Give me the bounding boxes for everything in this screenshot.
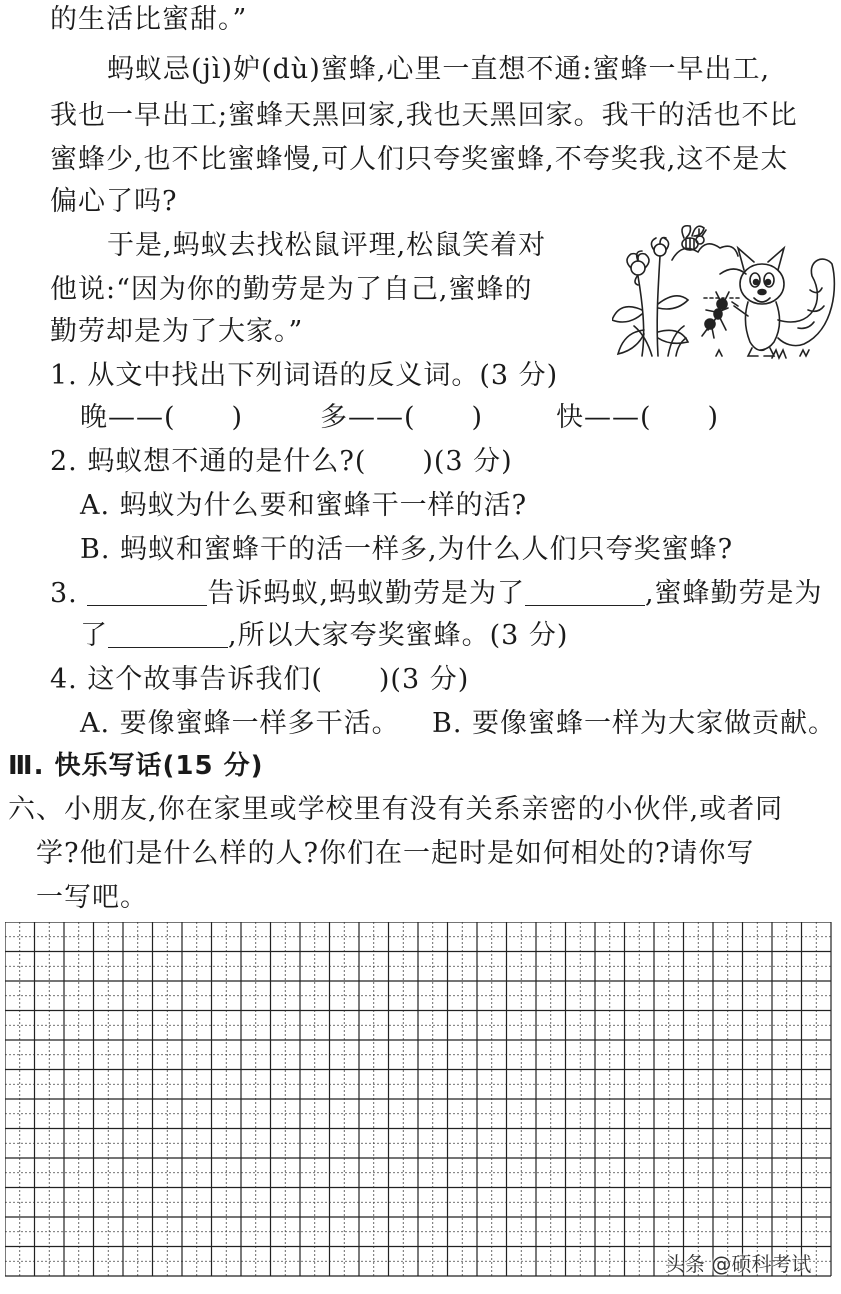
question-2-option-b: B. 蚂蚁和蜜蜂干的活一样多,为什么人们只夸奖蜜蜂? — [80, 534, 734, 565]
squirrel-ant-illustration — [612, 220, 838, 360]
story-line-4: 蜜蜂少,也不比蜜蜂慢,可人们只夸奖蜜蜂,不夸奖我,这不是太 — [50, 144, 789, 175]
question-2-prompt: 2. 蚂蚁想不通的是什么?( )(3 分) — [50, 446, 513, 477]
writing-task-line-2: 学?他们是什么样的人?你们在一起时是如何相处的?请你写 — [36, 838, 755, 869]
question-4-prompt: 4. 这个故事告诉我们( )(3 分) — [50, 664, 470, 695]
story-line-5: 偏心了吗? — [50, 186, 178, 217]
question-3-line-1 — [50, 574, 823, 614]
writing-grid[interactable] — [5, 922, 835, 1282]
question-3-line-2 — [80, 616, 568, 656]
question-1-item-more: 多——( ) — [320, 402, 484, 433]
question-4-option-a: A. 要像蜜蜂一样多干活。 — [80, 708, 400, 739]
question-1-item-late: 晚——( ) — [80, 402, 244, 433]
answer-blank-3[interactable] — [108, 617, 228, 648]
question-3-text-1: 告诉蚂蚁,蚂蚁勤劳是为了 — [207, 578, 525, 609]
answer-blank-2[interactable] — [525, 575, 645, 606]
story-line-2: 蚂蚁忌(jì)妒(dù)蜜蜂,心里一直想不通:蜜蜂一早出工, — [107, 54, 771, 85]
story-line-3: 我也一早出工;蜜蜂天黑回家,我也天黑回家。我干的活也不比 — [50, 100, 798, 131]
watermark: 头条 @硕科考试 — [665, 1252, 812, 1276]
section-3-title: Ⅲ. 快乐写话(15 分) — [8, 751, 264, 781]
question-3-text-3: 了 — [80, 620, 108, 651]
question-2-option-a: A. 蚂蚁为什么要和蜜蜂干一样的活? — [80, 490, 528, 521]
question-4-option-b: B. 要像蜜蜂一样为大家做贡献。 — [432, 708, 837, 739]
story-line-7: 他说:“因为你的勤劳是为了自己,蜜蜂的 — [50, 274, 533, 305]
question-3-text-4: ,所以大家夸奖蜜蜂。(3 分) — [228, 620, 569, 651]
answer-blank-1[interactable] — [87, 575, 207, 606]
question-1-prompt: 1. 从文中找出下列词语的反义词。(3 分) — [50, 360, 559, 391]
writing-task-line-1: 六、小朋友,你在家里或学校里有没有关系亲密的小伙伴,或者同 — [8, 794, 784, 825]
writing-task-line-3: 一写吧。 — [36, 882, 148, 913]
story-line-8: 勤劳却是为了大家。” — [50, 316, 304, 347]
story-line-6: 于是,蚂蚁去找松鼠评理,松鼠笑着对 — [107, 230, 547, 261]
question-3-number: 3. — [50, 578, 78, 609]
question-3-text-2: ,蜜蜂勤劳是为 — [644, 578, 823, 609]
story-line-1: 的生活比蜜甜。” — [50, 4, 248, 35]
question-1-item-fast: 快——( ) — [556, 402, 720, 433]
